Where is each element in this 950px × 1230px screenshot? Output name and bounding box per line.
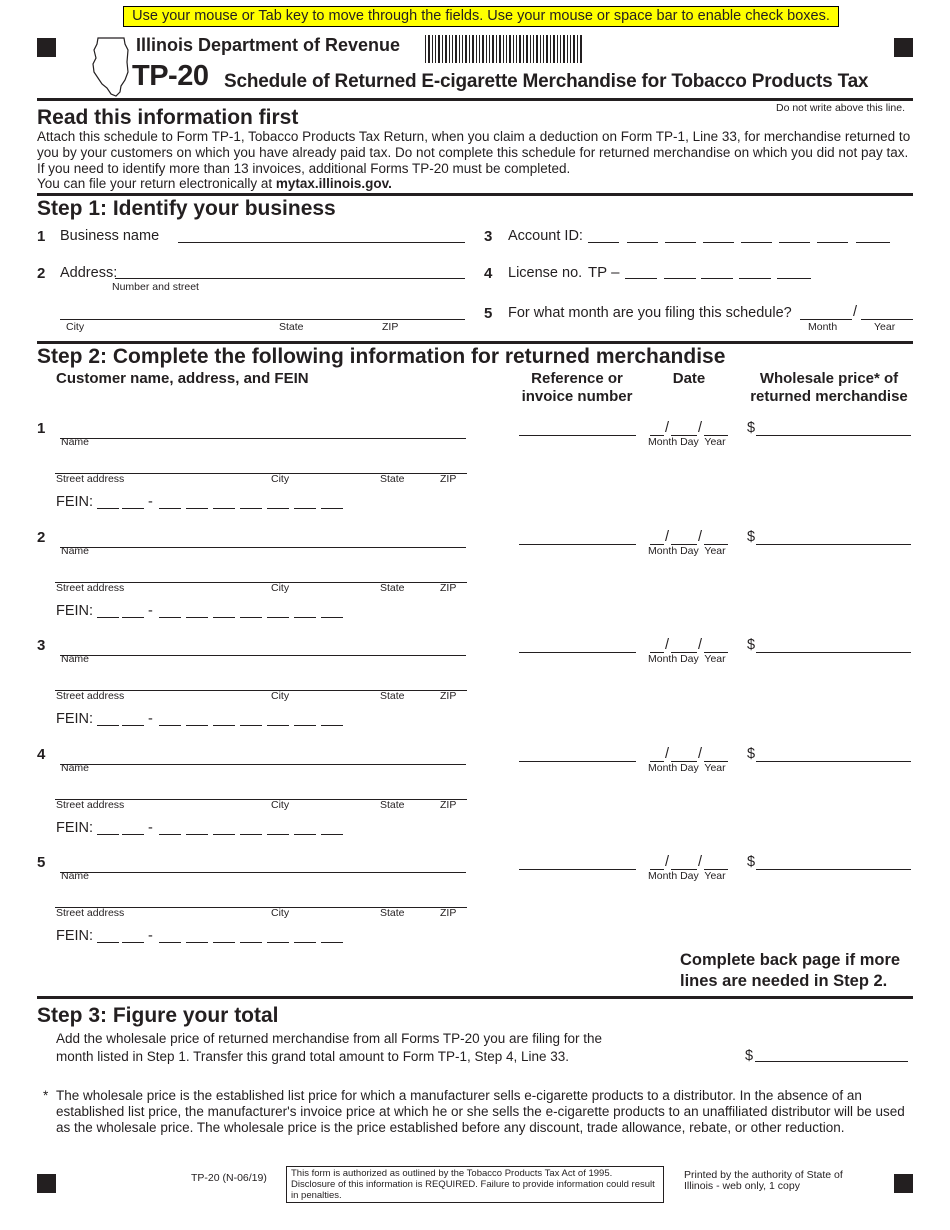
do-not-write-note: Do not write above this line.: [776, 102, 905, 114]
step2-row2-date-day-input[interactable]: [671, 531, 697, 545]
step2-row5-name-input[interactable]: [60, 859, 466, 873]
step2-row3-date-slash2: /: [698, 637, 703, 653]
step2-row2-fein-digit[interactable]: [186, 604, 208, 618]
step2-row5-fein-digit[interactable]: [213, 929, 235, 943]
filing-month-label: For what month are you filing this schedule?: [508, 305, 792, 321]
year-caption: Year: [874, 321, 896, 333]
step2-row1-date-year-input[interactable]: [704, 422, 728, 436]
step2-row3-fein-digit[interactable]: [159, 712, 181, 726]
total-dollar-sign: $: [745, 1048, 754, 1064]
step2-row3-fein-label: FEIN:: [56, 711, 94, 727]
step2-row2-fein-digit[interactable]: [213, 604, 235, 618]
step2-row4-fein-digit[interactable]: [186, 821, 208, 835]
step2-row1-date-slash1: /: [665, 420, 670, 436]
step2-row3-dollar-sign: $: [747, 637, 756, 653]
step2-row4-number: 4: [37, 746, 46, 763]
step2-row3-date-slash1: /: [665, 637, 670, 653]
price-header-line1: Wholesale price* of: [759, 370, 899, 387]
step2-row5-fein-dash: -: [148, 928, 153, 944]
step2-row5-reference-input[interactable]: [519, 856, 636, 870]
step2-row4-fein-digit[interactable]: [321, 821, 343, 835]
city-state-zip-input[interactable]: [60, 306, 465, 320]
form-revision: TP-20 (N-06/19): [191, 1172, 267, 1184]
business-name-label: Business name: [60, 228, 160, 244]
step2-row4-fein-digit[interactable]: [122, 821, 144, 835]
step2-row4-date-day-input[interactable]: [671, 748, 697, 762]
step2-row1-zip-caption: ZIP: [440, 473, 457, 485]
efile-prefix: You can file your return electronically at: [37, 176, 276, 191]
step2-row3-address-input[interactable]: [55, 677, 467, 691]
step2-row5-price-input[interactable]: [756, 856, 911, 870]
address-label: Address:: [60, 265, 118, 281]
authority-notice: This form is authorized as outlined by the Tobacco Products Tax Act of 1995. Disclosure of this information is REQUIRED. Failure to provide information could result in penalties.: [286, 1166, 664, 1203]
step2-row5-date-month-input[interactable]: [650, 856, 664, 870]
step2-row4-street-caption: Street address: [56, 799, 125, 811]
step2-row4-fein-digit[interactable]: [159, 821, 181, 835]
step2-row5-date-slash1: /: [665, 854, 670, 870]
step2-row4-date-year-input[interactable]: [704, 748, 728, 762]
header-divider: [37, 98, 913, 101]
step2-row1-address-input[interactable]: [55, 460, 467, 474]
step2-row4-address-input[interactable]: [55, 786, 467, 800]
step2-row5-date-day-input[interactable]: [671, 856, 697, 870]
step2-row3-fein-digit[interactable]: [186, 712, 208, 726]
step2-row2-reference-input[interactable]: [519, 531, 636, 545]
illinois-state-logo: [90, 36, 132, 98]
step2-row3-street-caption: Street address: [56, 690, 125, 702]
zip-caption: ZIP: [382, 321, 399, 333]
step2-row1-dollar-sign: $: [747, 420, 756, 436]
step2-row5-date-year-input[interactable]: [704, 856, 728, 870]
step2-row5-fein-digit[interactable]: [240, 929, 262, 943]
step2-row3-fein-dash: -: [148, 711, 153, 727]
price-header-line2: returned merchandise: [750, 388, 908, 405]
step2-row2-city-caption: City: [271, 582, 290, 594]
step2-row2-dollar-sign: $: [747, 529, 756, 545]
step2-row1-fein-label: FEIN:: [56, 494, 94, 510]
back-note-line1: Complete back page if more: [680, 951, 901, 969]
step2-row3-fein-digit[interactable]: [122, 712, 144, 726]
reference-header-line1: Reference or: [531, 370, 623, 387]
back-page-note: [680, 950, 900, 992]
form-title: Schedule of Returned E-cigarette Merchandise for Tobacco Products Tax: [224, 71, 869, 92]
step2-row1-fein-digit[interactable]: [267, 495, 289, 509]
step2-row5-street-caption: Street address: [56, 907, 125, 919]
step2-row1-fein-digit[interactable]: [321, 495, 343, 509]
date-column-header: Date: [672, 370, 706, 387]
footnote-text: The wholesale price is the established list price for which a manufacturer sells e-cigarette products to a distributor. In the absence of an established list price, the manufacturer's invoice price at which he or she sells the e-cigarette products to an unaffiliated distributor will be used as the wholesale price. The wholesale price is the price established before any discount, trade allowance, rebate, or other reduction.: [56, 1088, 905, 1135]
step2-row1-street-caption: Street address: [56, 473, 125, 485]
filing-month-input[interactable]: [800, 306, 852, 320]
step2-row2-zip-caption: ZIP: [440, 582, 457, 594]
info-heading: Read this information first: [37, 106, 299, 129]
step2-row3-date-day-input[interactable]: [671, 639, 697, 653]
back-note-line2: lines are needed in Step 2.: [680, 972, 888, 990]
step2-row4-fein-digit[interactable]: [97, 821, 119, 835]
efile-link[interactable]: mytax.illinois.gov.: [275, 176, 392, 191]
step3-line2: month listed in Step 1. Transfer this grand total amount to Form TP-1, Step 4, Line 33.: [56, 1049, 570, 1064]
step2-row5-fein-digit[interactable]: [267, 929, 289, 943]
step2-row2-fein-digit[interactable]: [267, 604, 289, 618]
step2-row4-date-caption: Month Day Year: [648, 762, 726, 774]
step2-row5-fein-digit[interactable]: [122, 929, 144, 943]
step2-row2-number: 2: [37, 529, 46, 546]
step2-row2-date-caption: Month Day Year: [648, 545, 726, 557]
step2-row2-fein-digit[interactable]: [97, 604, 119, 618]
step2-row2-fein-digit[interactable]: [122, 604, 144, 618]
step1-line4-number: 4: [484, 265, 493, 282]
step2-row1-city-caption: City: [271, 473, 290, 485]
step2-row5-date-slash2: /: [698, 854, 703, 870]
step1-line5-number: 5: [484, 305, 493, 322]
state-caption: State: [279, 321, 304, 333]
step2-row3-fein-digit[interactable]: [213, 712, 235, 726]
step2-row5-number: 5: [37, 854, 46, 871]
step2-row2-fein-digit[interactable]: [321, 604, 343, 618]
step2-row4-name-input[interactable]: [60, 751, 466, 765]
efile-line: [37, 176, 392, 192]
step2-row3-date-month-input[interactable]: [650, 639, 664, 653]
step2-row4-reference-input[interactable]: [519, 748, 636, 762]
step2-row1-fein-digit[interactable]: [213, 495, 235, 509]
step2-row5-state-caption: State: [380, 907, 405, 919]
step2-row1-date-month-input[interactable]: [650, 422, 664, 436]
step2-row4-date-month-input[interactable]: [650, 748, 664, 762]
step2-row2-name-input[interactable]: [60, 534, 466, 548]
step2-row3-date-caption: Month Day Year: [648, 653, 726, 665]
printed-by: Printed by the authority of State of Illinois - web only, 1 copy: [684, 1169, 843, 1192]
form-number: TP-20: [132, 60, 209, 92]
step2-row1-price-input[interactable]: [756, 422, 911, 436]
registration-mark-top-right: [894, 38, 913, 57]
step2-row3-city-caption: City: [271, 690, 290, 702]
step2-row5-fein-digit[interactable]: [321, 929, 343, 943]
step1-divider: [37, 341, 913, 344]
step2-row5-name-caption: Name: [61, 870, 90, 882]
step2-row5-dollar-sign: $: [747, 854, 756, 870]
step2-row2-fein-digit[interactable]: [294, 604, 316, 618]
step2-row3-date-year-input[interactable]: [704, 639, 728, 653]
step2-row3-fein-digit[interactable]: [321, 712, 343, 726]
step2-row2-price-input[interactable]: [756, 531, 911, 545]
step2-row1-date-slash2: /: [698, 420, 703, 436]
step2-row4-dollar-sign: $: [747, 746, 756, 762]
registration-mark-bottom-right: [894, 1174, 913, 1193]
step2-row5-fein-digit[interactable]: [294, 929, 316, 943]
agency-name: Illinois Department of Revenue: [136, 35, 401, 55]
price-column-header: [738, 370, 920, 406]
step2-row4-date-slash2: /: [698, 746, 703, 762]
step3-line1: Add the wholesale price of returned merchandise from all Forms TP-20 you are filing for the: [56, 1031, 603, 1046]
step2-row2-date-slash2: /: [698, 529, 703, 545]
step2-row1-fein-digit[interactable]: [122, 495, 144, 509]
step2-divider: [37, 996, 913, 999]
step1-line2-number: 2: [37, 265, 46, 282]
filing-year-input[interactable]: [861, 306, 913, 320]
step2-row5-fein-digit[interactable]: [97, 929, 119, 943]
step2-row2-date-month-input[interactable]: [650, 531, 664, 545]
license-prefix: TP –: [588, 264, 620, 281]
step2-heading: Step 2: Complete the following information for returned merchandise: [37, 345, 726, 368]
step2-row4-zip-caption: ZIP: [440, 799, 457, 811]
step2-row2-date-year-input[interactable]: [704, 531, 728, 545]
step2-row4-fein-dash: -: [148, 820, 153, 836]
step2-row3-reference-input[interactable]: [519, 639, 636, 653]
step2-row4-price-input[interactable]: [756, 748, 911, 762]
step2-row1-fein-digit[interactable]: [186, 495, 208, 509]
step2-row1-fein-digit[interactable]: [294, 495, 316, 509]
step2-row4-name-caption: Name: [61, 762, 90, 774]
step2-row3-name-input[interactable]: [60, 642, 466, 656]
step1-line3-number: 3: [484, 228, 493, 245]
customer-column-header: Customer name, address, and FEIN: [56, 370, 309, 387]
step2-row1-fein-digit[interactable]: [159, 495, 181, 509]
step2-row3-name-caption: Name: [61, 653, 90, 665]
reference-column-header: [502, 370, 652, 406]
step2-row2-state-caption: State: [380, 582, 405, 594]
step2-row1-name-input[interactable]: [60, 425, 466, 439]
step1-heading: Step 1: Identify your business: [37, 197, 336, 220]
step3-heading: Step 3: Figure your total: [37, 1004, 279, 1027]
step2-row5-fein-digit[interactable]: [159, 929, 181, 943]
step2-row3-zip-caption: ZIP: [440, 690, 457, 702]
step2-row3-state-caption: State: [380, 690, 405, 702]
step2-row4-date-slash1: /: [665, 746, 670, 762]
step2-row5-city-caption: City: [271, 907, 290, 919]
step2-row2-address-input[interactable]: [55, 569, 467, 583]
step2-row1-fein-digit[interactable]: [240, 495, 262, 509]
grand-total-input[interactable]: [755, 1048, 908, 1062]
city-caption: City: [66, 321, 85, 333]
step2-row1-fein-digit[interactable]: [97, 495, 119, 509]
step1-line1-number: 1: [37, 228, 46, 245]
step2-row2-fein-dash: -: [148, 603, 153, 619]
street-caption: Number and street: [112, 281, 199, 293]
street-address-input[interactable]: [115, 265, 465, 279]
step2-row2-fein-label: FEIN:: [56, 603, 94, 619]
step2-row3-fein-digit[interactable]: [97, 712, 119, 726]
info-divider: [37, 193, 913, 196]
step2-row2-street-caption: Street address: [56, 582, 125, 594]
step2-row4-state-caption: State: [380, 799, 405, 811]
step2-row2-fein-digit[interactable]: [240, 604, 262, 618]
step2-row2-fein-digit[interactable]: [159, 604, 181, 618]
step2-row5-date-caption: Month Day Year: [648, 870, 726, 882]
reference-header-line2: invoice number: [521, 388, 633, 405]
step2-row4-fein-digit[interactable]: [213, 821, 235, 835]
step2-row1-date-caption: Month Day Year: [648, 436, 726, 448]
step2-row3-number: 3: [37, 637, 46, 654]
step2-row3-fein-digit[interactable]: [267, 712, 289, 726]
step2-row1-fein-dash: -: [148, 494, 153, 510]
info-paragraph: Attach this schedule to Form TP-1, Tobacco Products Tax Return, when you claim a deduction on Form TP-1, Line 33, for merchandise returned to you by your customers on which you have already paid tax. Do not complete this schedule for returned merchandise on which you did not pay tax. If you need to identify more than 13 invoices, additional Forms TP-20 must be completed.: [37, 129, 911, 176]
license-label: License no.: [508, 265, 583, 281]
step2-row1-reference-input[interactable]: [519, 422, 636, 436]
step2-row5-zip-caption: ZIP: [440, 907, 457, 919]
account-id-label: Account ID:: [508, 228, 583, 244]
step2-row5-fein-digit[interactable]: [186, 929, 208, 943]
step2-row4-city-caption: City: [271, 799, 290, 811]
step2-row3-price-input[interactable]: [756, 639, 911, 653]
registration-mark-bottom-left: [37, 1174, 56, 1193]
month-caption: Month: [808, 321, 838, 333]
step2-row3-fein-digit[interactable]: [294, 712, 316, 726]
step2-row2-name-caption: Name: [61, 545, 90, 557]
step2-row5-fein-label: FEIN:: [56, 928, 94, 944]
step2-row5-address-input[interactable]: [55, 894, 467, 908]
step2-row4-fein-label: FEIN:: [56, 820, 94, 836]
business-name-input[interactable]: [178, 229, 465, 243]
step2-row4-fein-digit[interactable]: [240, 821, 262, 835]
step2-row1-date-day-input[interactable]: [671, 422, 697, 436]
registration-mark-top-left: [37, 38, 56, 57]
step2-row3-fein-digit[interactable]: [240, 712, 262, 726]
step2-row1-state-caption: State: [380, 473, 405, 485]
barcode: [425, 35, 583, 63]
footnote-star: *: [43, 1088, 49, 1103]
step2-row2-date-slash1: /: [665, 529, 670, 545]
instruction-banner: Use your mouse or Tab key to move through the fields. Use your mouse or space bar to enable check boxes.: [123, 6, 839, 27]
month-year-slash: /: [853, 304, 858, 320]
step2-row4-fein-digit[interactable]: [294, 821, 316, 835]
step2-row1-number: 1: [37, 420, 46, 437]
step2-row4-fein-digit[interactable]: [267, 821, 289, 835]
step2-row1-name-caption: Name: [61, 436, 90, 448]
